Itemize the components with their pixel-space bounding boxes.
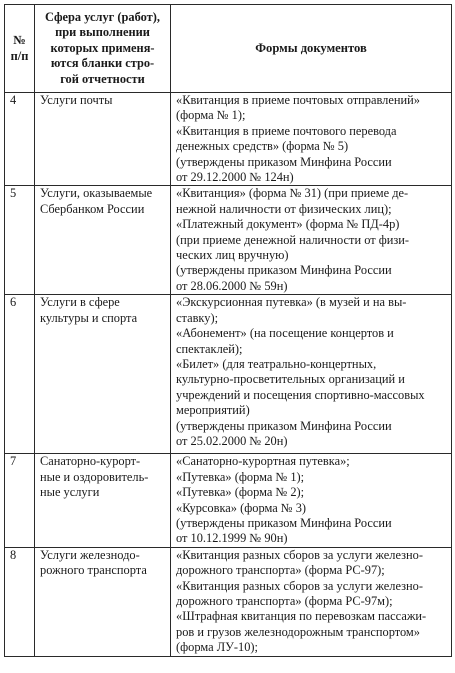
document-forms-cell xyxy=(171,295,452,454)
document-line: «Абонемент» (на посещение концертов и xyxy=(176,326,394,341)
document-line: (форма ЛУ-10); xyxy=(176,640,258,655)
document-line: от 28.06.2000 № 59н) xyxy=(176,278,288,293)
header-service-line: гой отчетности xyxy=(60,71,145,86)
header-document-forms: Формы документов xyxy=(171,5,452,93)
document-line: (утверждены приказом Минфина России xyxy=(176,154,392,169)
document-line: нежной наличности от физических лиц); xyxy=(176,201,392,216)
document-line: от 25.02.2000 № 20н) xyxy=(176,433,288,448)
document-line: «Штрафная квитанция по перевозкам пассажи- xyxy=(176,609,427,624)
service-line: Санаторно-курорт- xyxy=(40,454,141,469)
header-service-sphere xyxy=(35,5,171,93)
service-line: культуры и спорта xyxy=(40,310,138,325)
document-line: ставку); xyxy=(176,310,219,325)
document-line: «Квитанция» (форма № 31) (при приеме де- xyxy=(176,186,409,201)
row-number: 4 xyxy=(5,93,35,186)
table-row xyxy=(5,186,452,295)
service-cell xyxy=(35,93,171,186)
document-line: «Путевка» (форма № 2); xyxy=(176,485,305,500)
document-line: «Курсовка» (форма № 3) xyxy=(176,500,307,515)
row-number: 7 xyxy=(5,454,35,547)
document-line: денежных средств» (форма № 5) xyxy=(176,139,349,154)
document-line: (форма № 1); xyxy=(176,108,246,123)
table-row xyxy=(5,295,452,454)
service-line: Услуги почты xyxy=(40,93,113,107)
service-cell xyxy=(35,186,171,295)
service-cell xyxy=(35,547,171,656)
document-line: (утверждены приказом Минфина России xyxy=(176,418,392,433)
header-service-line: Сфера услуг (работ), xyxy=(45,9,160,24)
document-line: «Санаторно-курортная путевка»; xyxy=(176,454,350,469)
header-service-line: при выполнении xyxy=(55,25,150,40)
document-line: дорожного транспорта» (форма РС-97м); xyxy=(176,593,393,608)
service-cell xyxy=(35,295,171,454)
document-line: ческих лиц вручную) xyxy=(176,248,289,263)
document-line: от 10.12.1999 № 90н) xyxy=(176,531,288,546)
service-line: Услуги железнодо- xyxy=(40,547,140,562)
row-number: 5 xyxy=(5,186,35,295)
document-line: «Билет» (для театрально-концертных, xyxy=(176,356,377,371)
document-line: «Платежный документ» (форма № ПД-4р) xyxy=(176,217,400,232)
table-row xyxy=(5,454,452,547)
document-line: «Квитанция в приеме почтового перевода xyxy=(176,123,397,138)
service-line: ные услуги xyxy=(40,485,100,500)
document-line: (утверждены приказом Минфина России xyxy=(176,263,392,278)
document-line: дорожного транспорта» (форма РС-97); xyxy=(176,563,385,578)
header-service-line: ются бланки стро- xyxy=(50,56,155,71)
document-line: (при приеме денежной наличности от физи- xyxy=(176,232,410,247)
forms-table xyxy=(4,4,452,657)
header-service-line: которых применя- xyxy=(50,40,155,55)
service-line: ные и оздоровитель- xyxy=(40,469,149,484)
service-line: рожного транспорта xyxy=(40,563,147,578)
document-line: культурно-просветительных организаций и xyxy=(176,372,405,387)
header-number xyxy=(5,5,35,93)
document-line: (утверждены приказом Минфина России xyxy=(176,515,392,530)
table-row xyxy=(5,93,452,186)
document-line: «Квитанция в приеме почтовых отправлений» xyxy=(176,93,420,107)
document-line: мероприятий) xyxy=(176,403,250,418)
service-line: Услуги в сфере xyxy=(40,295,120,310)
document-line: «Квитанция разных сборов за услуги железно- xyxy=(176,547,423,562)
table-row xyxy=(5,547,452,656)
document-line: «Квитанция разных сборов за услуги железно- xyxy=(176,578,423,593)
document-line: от 29.12.2000 № 124н) xyxy=(176,170,294,185)
document-line: ров и грузов железнодорожным транспортом» xyxy=(176,624,420,639)
document-forms-cell xyxy=(171,547,452,656)
document-line: «Экскурсионная путевка» (в музей и на вы- xyxy=(176,295,407,310)
service-line: Сбербанком России xyxy=(40,201,145,216)
document-line: спектаклей); xyxy=(176,341,243,356)
row-number: 8 xyxy=(5,547,35,656)
document-forms-cell xyxy=(171,186,452,295)
row-number: 6 xyxy=(5,295,35,454)
table-header-row xyxy=(5,5,452,93)
document-line: учреждений и посещения спортивно-массовых xyxy=(176,387,425,402)
document-forms-cell xyxy=(171,93,452,186)
service-line: Услуги, оказываемые xyxy=(40,186,153,201)
service-cell xyxy=(35,454,171,547)
document-forms-cell xyxy=(171,454,452,547)
document-line: «Путевка» (форма № 1); xyxy=(176,469,305,484)
header-number-line: п/п xyxy=(10,48,29,63)
header-number-line: № xyxy=(13,33,26,48)
